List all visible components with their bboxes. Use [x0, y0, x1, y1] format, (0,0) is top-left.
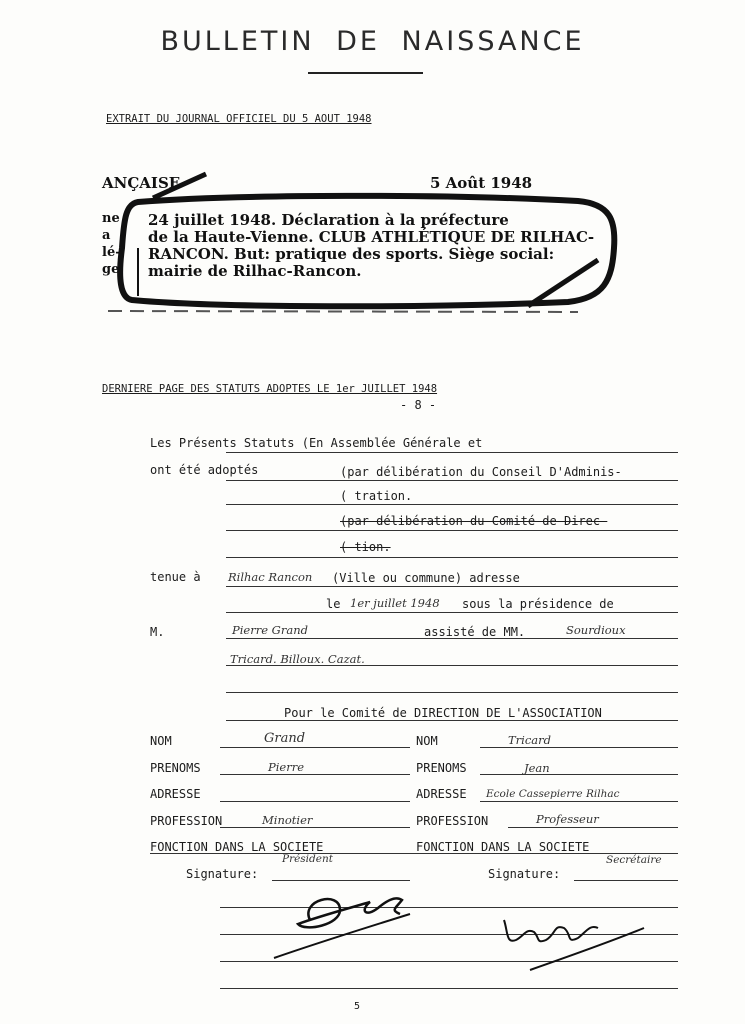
- mister-label: M.: [150, 625, 165, 639]
- statutes-line-1: Les Présents Statuts (En Assemblée Générale et: [150, 436, 483, 450]
- date-value: 1er juillet 1948: [350, 596, 440, 610]
- form-rule: [226, 530, 678, 531]
- adopted-label: ont été adoptés: [150, 463, 259, 477]
- adopted-by-committee-struck: (par délibération du Comité de Direc-: [340, 514, 608, 528]
- adresse-label-right: ADRESSE: [416, 787, 467, 801]
- adresse-label-left: ADRESSE: [150, 787, 201, 801]
- nom-value-right: Tricard: [508, 733, 552, 747]
- form-rule: [226, 692, 678, 693]
- profession-label-right: PROFESSION: [416, 814, 489, 828]
- profession-label-left: PROFESSION: [150, 814, 223, 828]
- held-at-text: (Ville ou commune) adresse: [332, 571, 520, 585]
- form-rule: [220, 827, 410, 828]
- assistant-name: Sourdioux: [566, 623, 626, 637]
- adresse-value-right: Ecole Cassepierre Rilhac: [486, 788, 620, 800]
- presidency-text: sous la présidence de: [462, 597, 614, 611]
- form-rule: [220, 747, 410, 748]
- clipping-margin: ne a lé- ge: [102, 211, 121, 277]
- profession-value-left: Minotier: [262, 813, 313, 827]
- fonction-value-right: Secrétaire: [606, 854, 662, 866]
- form-rule: [226, 612, 678, 613]
- adopted-by-council: (par délibération du Conseil D'Adminis-: [340, 465, 622, 479]
- form-rule: [226, 586, 678, 587]
- page-marker: - 8 -: [400, 398, 437, 412]
- adopted-by-council-cont: ( tration.: [340, 489, 413, 503]
- fonction-label-left: FONCTION DANS LA SOCIETE: [150, 840, 324, 854]
- date-label: le: [326, 597, 341, 611]
- form-rule: [480, 747, 678, 748]
- title-underline: [308, 72, 423, 74]
- form-rule: [226, 480, 678, 481]
- committee-heading: Pour le Comité de DIRECTION DE L'ASSOCIATION: [284, 706, 602, 720]
- secretary-signature: [500, 900, 650, 975]
- form-rule: [220, 801, 410, 802]
- form-rule: [220, 774, 410, 775]
- held-at-label: tenue à: [150, 570, 201, 584]
- nom-value-left: Grand: [264, 731, 306, 746]
- clipping-date: 5 Août 1948: [430, 174, 533, 192]
- assistant-names: Tricard. Billoux. Cazat.: [230, 652, 365, 666]
- form-rule: [226, 557, 678, 558]
- page-number: 5: [354, 1001, 361, 1012]
- form-rule: [220, 988, 678, 989]
- clipping-text: 24 juillet 1948. Déclaration à la préfecture de la Haute-Vienne. CLUB ATHLÉTIQUE DE RILHAC- RANCON. But: pratique des sports. Siège social: mairie de Rilhac-Rancon.: [148, 211, 595, 280]
- prenoms-label-left: PRENOMS: [150, 761, 201, 775]
- prenoms-value-right: Jean: [524, 761, 550, 775]
- profession-value-right: Professeur: [536, 812, 599, 826]
- prenoms-label-right: PRENOMS: [416, 761, 467, 775]
- form-rule: [508, 827, 678, 828]
- clipping-partial-title: ANÇAISE: [102, 174, 181, 192]
- signature-label-right: Signature:: [488, 867, 561, 881]
- form-rule: [226, 720, 678, 721]
- president-name: Pierre Grand: [232, 623, 308, 637]
- extract-heading: EXTRAIT DU JOURNAL OFFICIEL DU 5 AOUT 1948: [106, 113, 372, 125]
- form-rule: [480, 774, 678, 775]
- form-rule: [480, 801, 678, 802]
- president-signature: [270, 880, 420, 965]
- prenoms-value-left: Pierre: [268, 760, 305, 774]
- nom-label-right: NOM: [416, 734, 438, 748]
- nom-label-left: NOM: [150, 734, 172, 748]
- form-rule: [226, 452, 678, 453]
- signature-label-left: Signature:: [186, 867, 259, 881]
- adopted-by-committee-struck-cont: ( tion.: [340, 540, 391, 554]
- statutes-heading: DERNIERE PAGE DES STATUTS ADOPTES LE 1er JUILLET 1948: [102, 383, 438, 395]
- assisted-by-label: assisté de MM.: [424, 625, 526, 639]
- fonction-value-left: Président: [282, 853, 333, 865]
- fonction-label-right: FONCTION DANS LA SOCIETE: [416, 840, 590, 854]
- page-title: BULLETIN DE NAISSANCE: [160, 26, 585, 57]
- form-rule: [226, 504, 678, 505]
- form-rule: [574, 880, 678, 881]
- held-at-value: Rilhac Rancon: [228, 570, 313, 584]
